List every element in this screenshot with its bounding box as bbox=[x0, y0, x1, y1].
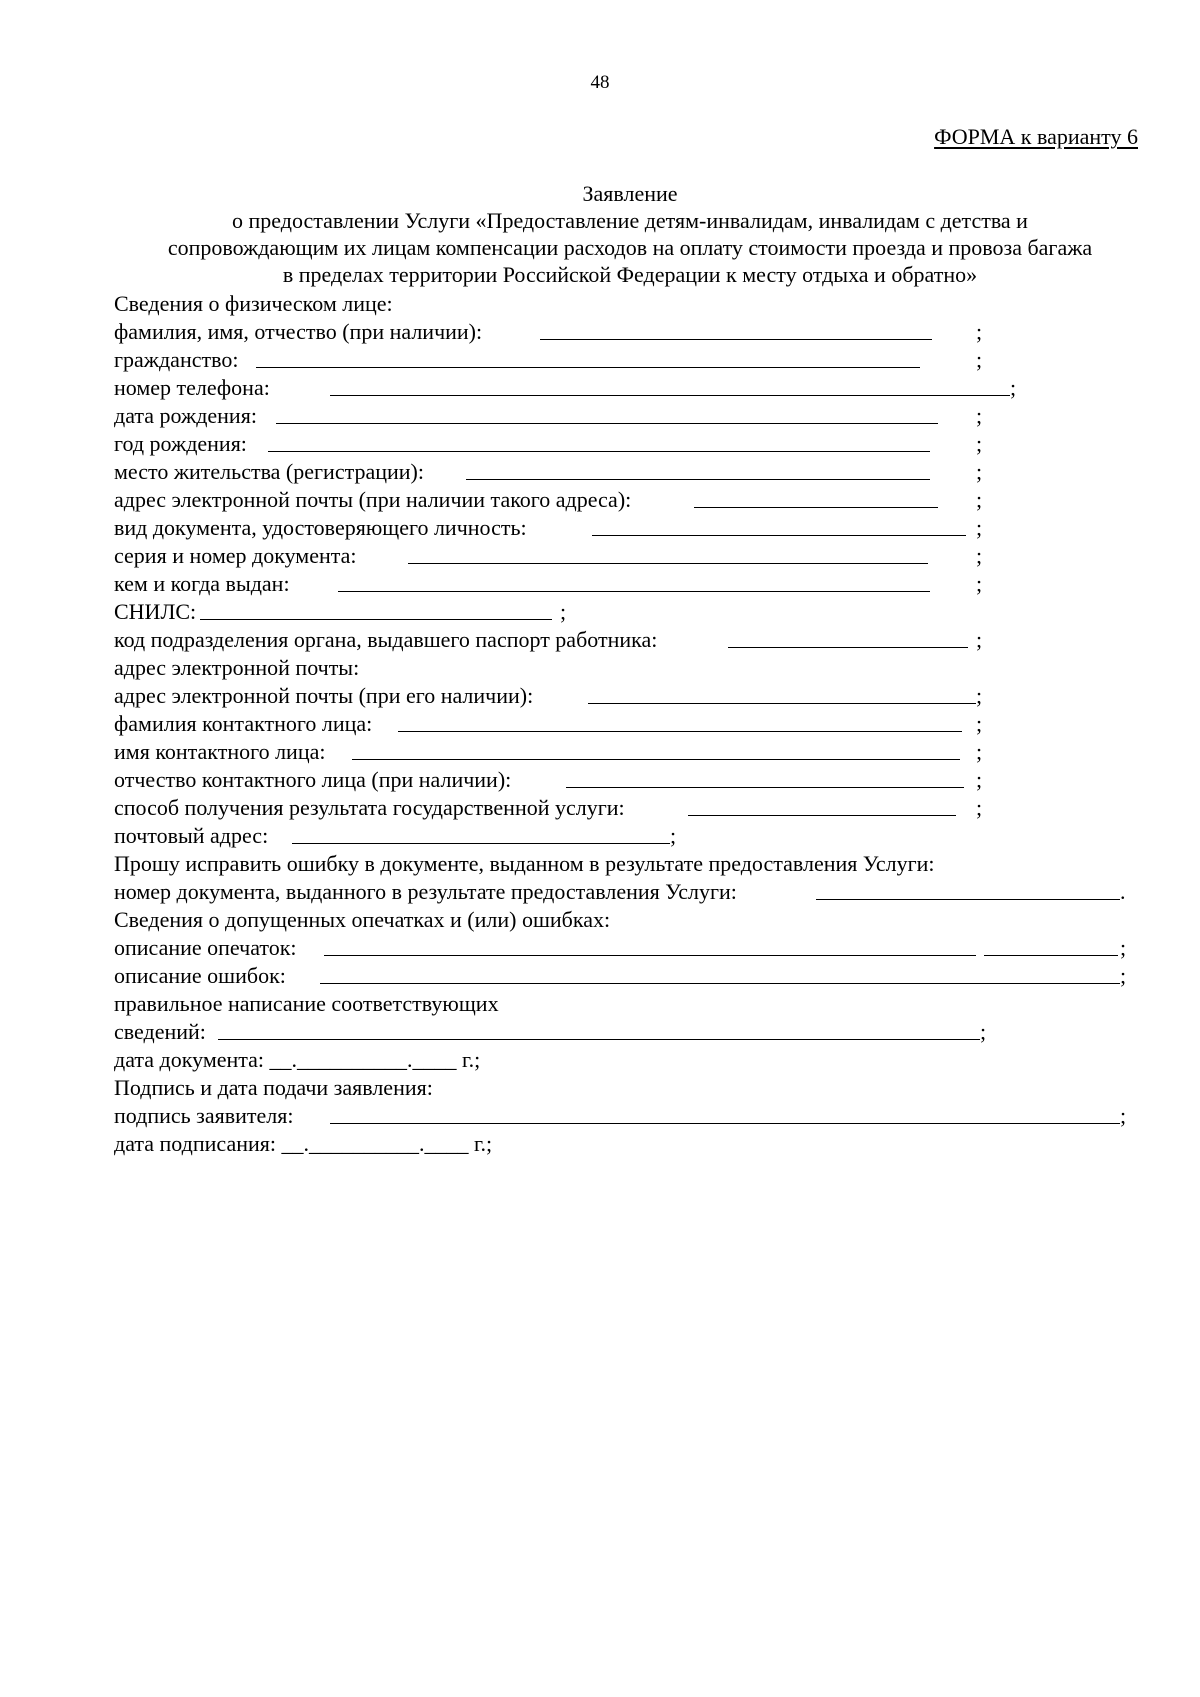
phone-input-line[interactable] bbox=[330, 395, 1010, 396]
field-label: подпись заявителя: bbox=[114, 1103, 294, 1128]
title-line: сопровождающим их лицам компенсации расходов на оплату стоимости проезда и провоза багажа bbox=[167, 235, 1093, 260]
field-row-division-code bbox=[114, 626, 1154, 654]
field-row-doc-date bbox=[114, 1046, 1154, 1074]
field-terminator: ; bbox=[1120, 935, 1127, 960]
field-terminator: ; bbox=[976, 767, 983, 792]
field-terminator: ; bbox=[976, 459, 983, 484]
contact-surname-input-line[interactable] bbox=[398, 731, 962, 732]
sign-date-field[interactable]: дата подписания: __.__________.____ г.; bbox=[114, 1131, 493, 1156]
field-row-phone bbox=[114, 374, 1154, 402]
snils-input-line[interactable] bbox=[200, 619, 552, 620]
doc-number-input-line[interactable] bbox=[816, 899, 1120, 900]
id-doc-type-input-line[interactable] bbox=[592, 535, 966, 536]
field-label: описание опечаток: bbox=[114, 935, 297, 960]
field-label: отчество контактного лица (при наличии): bbox=[114, 767, 512, 792]
field-label: год рождения: bbox=[114, 431, 247, 456]
title-line: в пределах территории Российской Федерации к месту отдыха и обратно» bbox=[282, 262, 978, 287]
contact-patronymic-input-line[interactable] bbox=[566, 787, 964, 788]
field-label: сведений: bbox=[114, 1019, 206, 1044]
field-terminator: ; bbox=[976, 515, 983, 540]
title-line: о предоставлении Услуги «Предоставление детям-инвалидам, инвалидам с детства и bbox=[232, 208, 1028, 233]
field-label: правильное написание соответствующих bbox=[114, 991, 499, 1016]
section-label: адрес электронной почты: bbox=[114, 655, 360, 680]
field-row-sign-date bbox=[114, 1130, 1154, 1158]
field-row-error-desc bbox=[114, 962, 1154, 990]
field-row-contact-name bbox=[114, 738, 1154, 766]
field-terminator: ; bbox=[976, 795, 983, 820]
error-desc-input-line[interactable] bbox=[320, 983, 1120, 984]
field-label: вид документа, удостоверяющего личность: bbox=[114, 515, 527, 540]
doc-date-field[interactable]: дата документа: __.__________.____ г.; bbox=[114, 1047, 481, 1072]
typo-desc-input-line-extra[interactable] bbox=[984, 955, 1118, 956]
field-label: гражданство: bbox=[114, 347, 239, 372]
section-heading-request bbox=[114, 850, 1154, 878]
field-label: способ получения результата государственной услуги: bbox=[114, 795, 625, 820]
field-terminator: ; bbox=[1010, 375, 1017, 400]
birth-date-input-line[interactable] bbox=[276, 423, 938, 424]
field-row-email bbox=[114, 682, 1154, 710]
field-row-signature bbox=[114, 1102, 1154, 1130]
field-terminator: ; bbox=[976, 487, 983, 512]
field-label: имя контактного лица: bbox=[114, 739, 326, 764]
email-input-line[interactable] bbox=[588, 703, 976, 704]
signature-input-line[interactable] bbox=[330, 1123, 1120, 1124]
field-terminator: ; bbox=[976, 319, 983, 344]
field-label: почтовый адрес: bbox=[114, 823, 269, 848]
field-row-snils bbox=[114, 598, 1154, 626]
field-row-postal-address bbox=[114, 822, 1154, 850]
field-terminator: ; bbox=[976, 347, 983, 372]
section-heading-person bbox=[114, 290, 1154, 318]
field-row-residence bbox=[114, 458, 1154, 486]
field-row-result-method bbox=[114, 794, 1154, 822]
title-line: Заявление bbox=[582, 181, 678, 206]
field-label: код подразделения органа, выдавшего паспорт работника: bbox=[114, 627, 658, 652]
field-row-contact-patronymic bbox=[114, 766, 1154, 794]
field-label: номер телефона: bbox=[114, 375, 270, 400]
division-code-input-line[interactable] bbox=[728, 647, 968, 648]
field-label: номер документа, выданного в результате предоставления Услуги: bbox=[114, 879, 737, 904]
field-terminator: . bbox=[1120, 879, 1126, 904]
section-label: Прошу исправить ошибку в документе, выданном в результате предоставления Услуги: bbox=[114, 851, 935, 876]
section-heading-email bbox=[114, 654, 1154, 682]
field-terminator: ; bbox=[976, 543, 983, 568]
doc-series-number-input-line[interactable] bbox=[408, 563, 928, 564]
document-title bbox=[100, 180, 1160, 288]
field-label: описание ошибок: bbox=[114, 963, 286, 988]
field-label: адрес электронной почты (при его наличии): bbox=[114, 683, 534, 708]
section-label: Подпись и дата подачи заявления: bbox=[114, 1075, 433, 1100]
field-terminator: ; bbox=[670, 823, 677, 848]
field-row-fio bbox=[114, 318, 1154, 346]
email-if-any-input-line[interactable] bbox=[694, 507, 938, 508]
field-label: СНИЛС: bbox=[114, 599, 197, 624]
field-label: кем и когда выдан: bbox=[114, 571, 290, 596]
field-row-contact-surname bbox=[114, 710, 1154, 738]
field-terminator: ; bbox=[1120, 1103, 1127, 1128]
field-terminator: ; bbox=[976, 571, 983, 596]
page-number: 48 bbox=[590, 72, 610, 93]
birth-year-input-line[interactable] bbox=[268, 451, 930, 452]
field-label: серия и номер документа: bbox=[114, 543, 357, 568]
citizenship-input-line[interactable] bbox=[256, 367, 920, 368]
typo-desc-input-line[interactable] bbox=[324, 955, 976, 956]
section-heading-signature bbox=[114, 1074, 1154, 1102]
field-label: дата рождения: bbox=[114, 403, 257, 428]
field-terminator: ; bbox=[976, 739, 983, 764]
field-label: адрес электронной почты (при наличии такого адреса): bbox=[114, 487, 632, 512]
field-terminator: ; bbox=[980, 1019, 987, 1044]
field-terminator: ; bbox=[976, 431, 983, 456]
section-heading-errors bbox=[114, 906, 1154, 934]
field-row-email-if-any bbox=[114, 486, 1154, 514]
field-row-correct-spelling bbox=[114, 1018, 1154, 1046]
result-method-input-line[interactable] bbox=[688, 815, 956, 816]
field-row-correct-spelling-label bbox=[114, 990, 1154, 1018]
field-terminator: ; bbox=[976, 711, 983, 736]
field-row-doc-number bbox=[114, 878, 1154, 906]
field-row-birth-date bbox=[114, 402, 1154, 430]
postal-address-input-line[interactable] bbox=[292, 843, 670, 844]
application-form bbox=[114, 290, 1154, 1158]
field-row-id-doc-type bbox=[114, 514, 1154, 542]
field-terminator: ; bbox=[1120, 963, 1127, 988]
field-row-birth-year bbox=[114, 430, 1154, 458]
section-label: Сведения о допущенных опечатках и (или) ошибках: bbox=[114, 907, 611, 932]
field-label: место жительства (регистрации): bbox=[114, 459, 424, 484]
field-row-typo-desc bbox=[114, 934, 1154, 962]
contact-name-input-line[interactable] bbox=[352, 759, 960, 760]
field-row-issued-by bbox=[114, 570, 1154, 598]
residence-input-line[interactable] bbox=[466, 479, 930, 480]
field-terminator: ; bbox=[976, 403, 983, 428]
issued-by-input-line[interactable] bbox=[338, 591, 930, 592]
section-label: Сведения о физическом лице: bbox=[114, 291, 393, 316]
field-terminator: ; bbox=[976, 627, 983, 652]
field-row-doc-series-number bbox=[114, 542, 1154, 570]
fio-input-line[interactable] bbox=[540, 339, 932, 340]
correct-spelling-input-line[interactable] bbox=[218, 1039, 980, 1040]
field-terminator: ; bbox=[560, 599, 567, 624]
field-label: фамилия контактного лица: bbox=[114, 711, 373, 736]
field-terminator: ; bbox=[976, 683, 983, 708]
field-label: фамилия, имя, отчество (при наличии): bbox=[114, 319, 483, 344]
form-variant-label: ФОРМА к варианту 6 bbox=[934, 124, 1138, 149]
field-row-citizenship bbox=[114, 346, 1154, 374]
